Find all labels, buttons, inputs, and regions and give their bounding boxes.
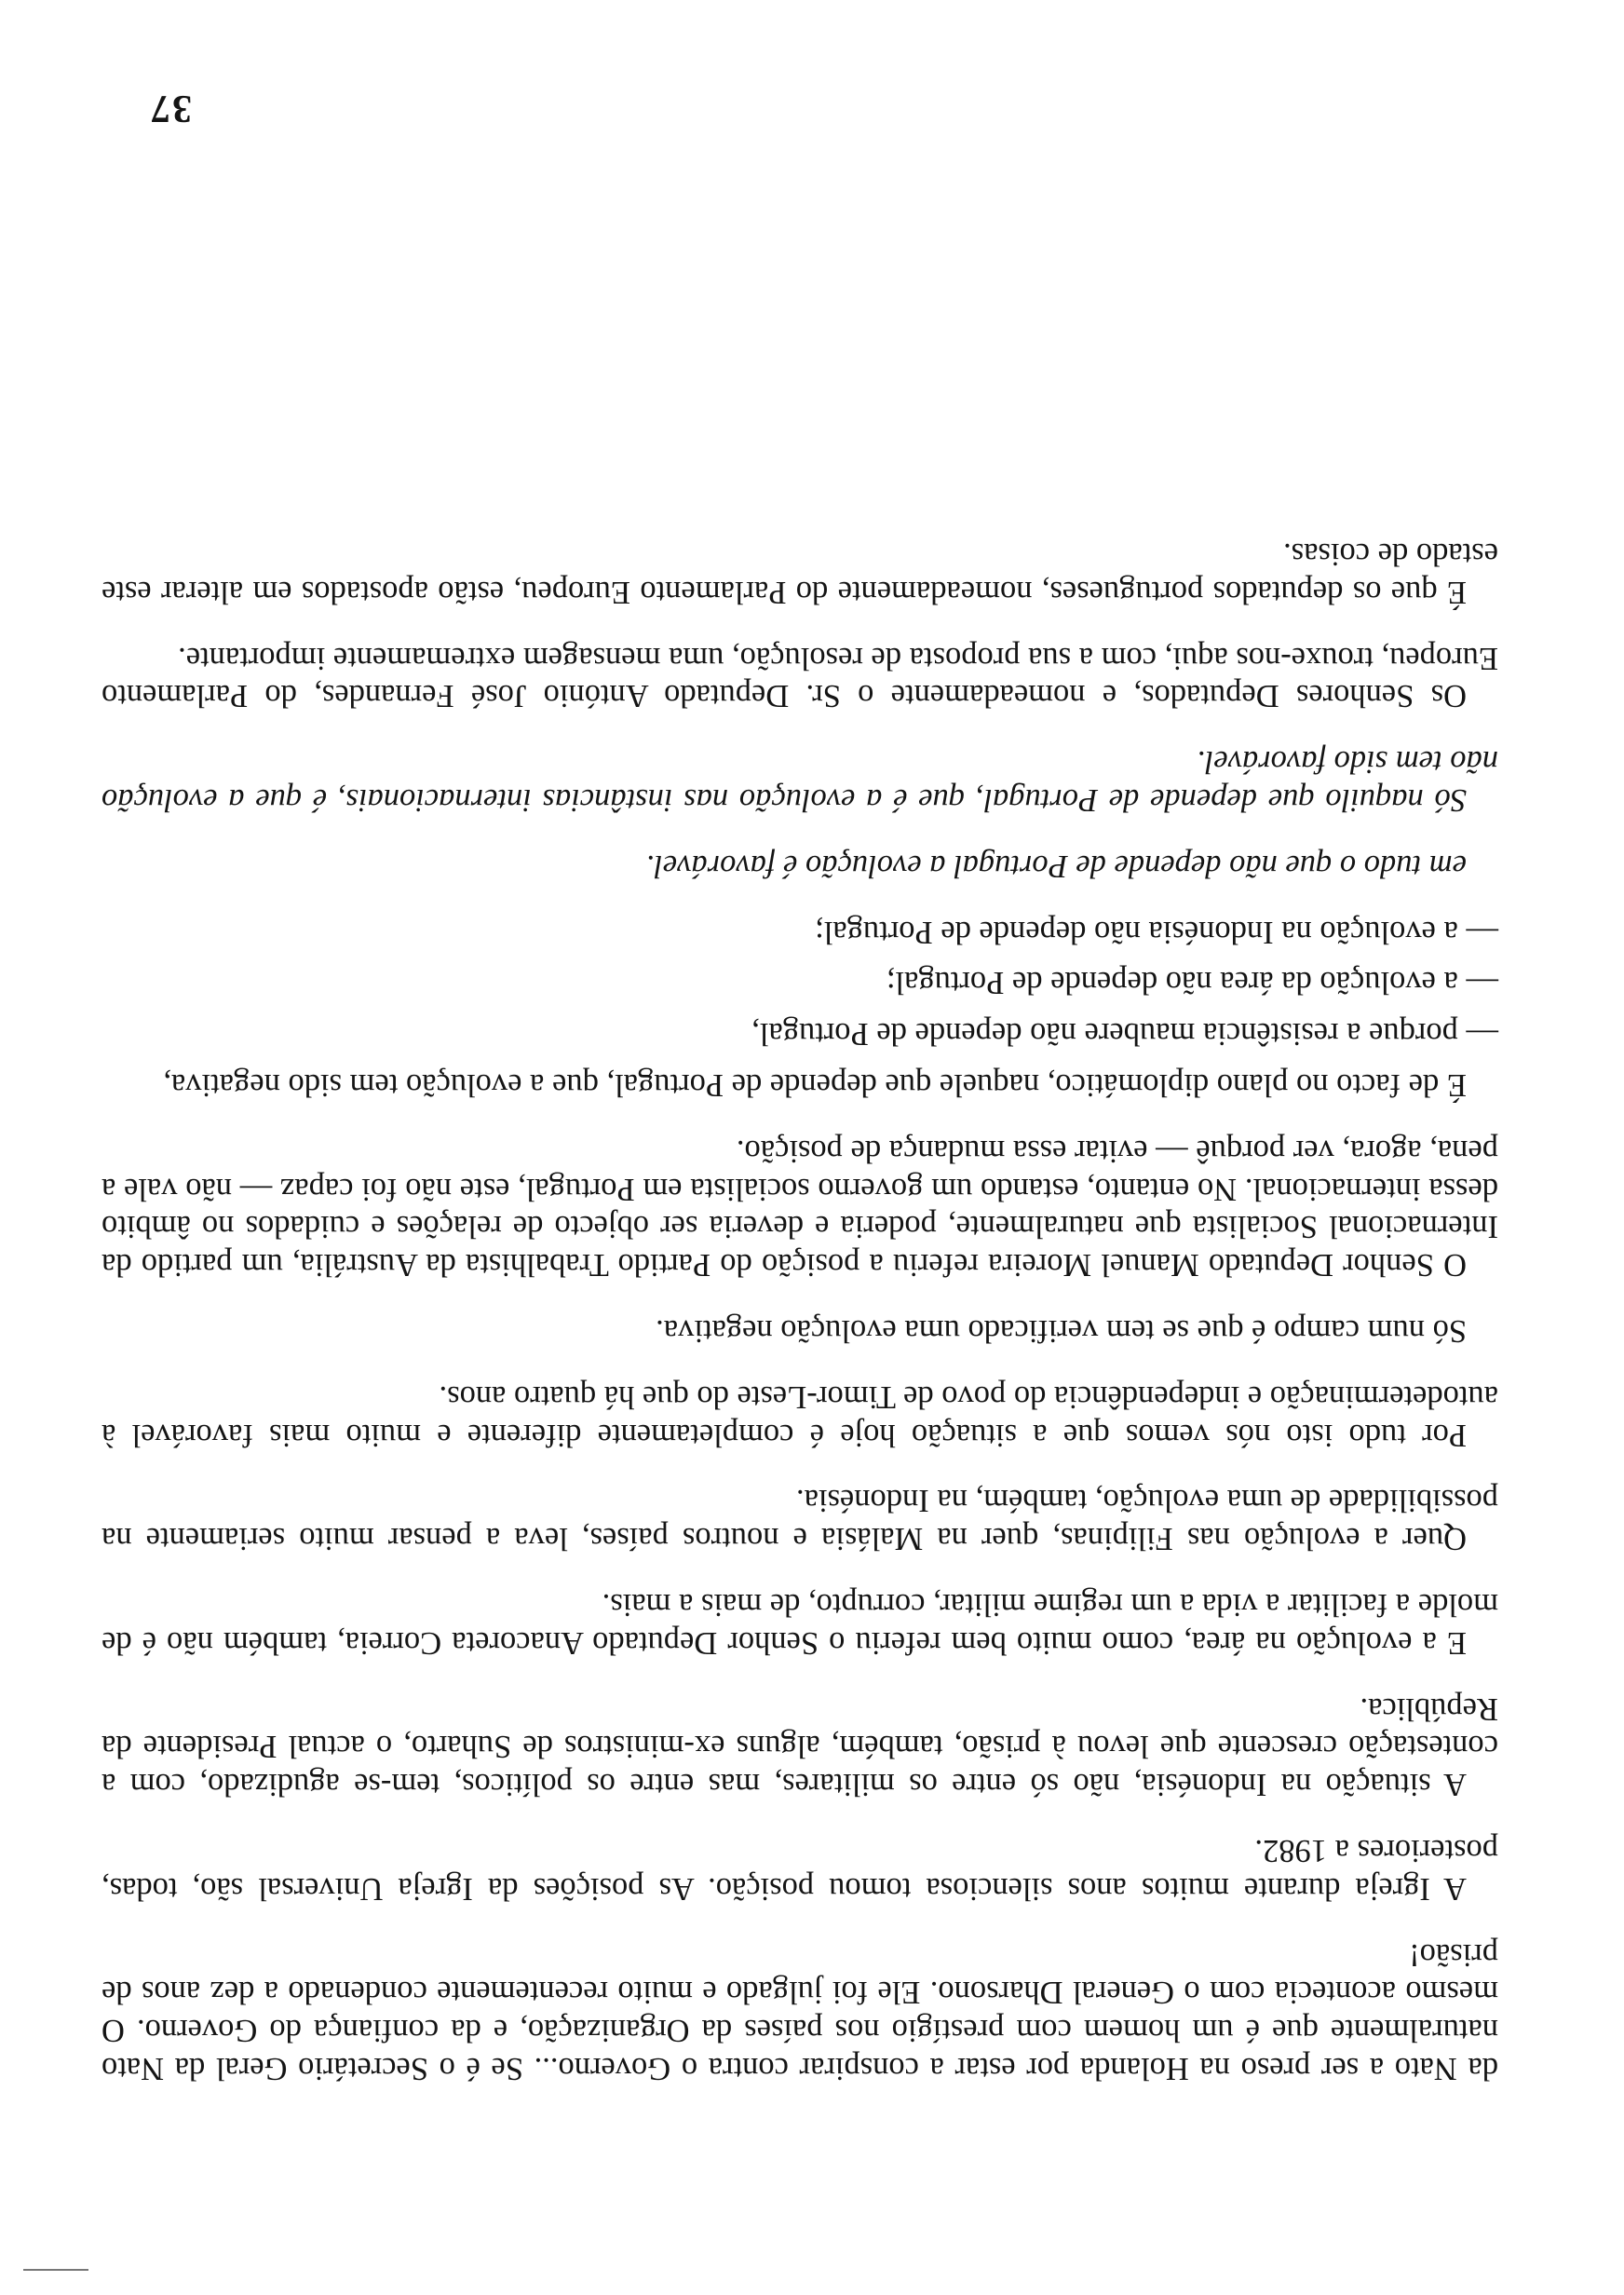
paragraph: Quer a evolução nas Filipinas, quer na Malásia e noutros países, leva a pensar muito seriamente na possibilidade de uma evolução, também, na Indonésia. [102,1483,1498,1557]
paragraph: Só num campo é que se tem verificado uma evolução negativa. [656,1313,1467,1350]
list-item: — a evolução na Indonésia não depende de Portugal; [815,914,1498,950]
scan-edge-line [23,2269,88,2271]
paragraph: A Igreja durante muitos anos silenciosa tomou posição. As posições da Igreja Universal são, todas, posteriores a 1982. [102,1833,1498,1907]
paragraph: da Nato a ser preso na Holanda por estar a conspirar contra o Governo... Se é o Secretário Geral da Nato naturalmente que é um homem com prestígio nos países da Organização, e da confiança do Governo. O mesmo acontecia com o General Dharsono. Ele foi julgado e muito recentemente condenado a dez anos de prisão! [102,1936,1498,2086]
list-item: — a evolução da área não depende de Portugal; [886,965,1498,1001]
paragraph: E a evolução na área, como muito bem referiu o Senhor Deputado Anacoreta Correia, também não é de molde a facilitar a vida a um regime militar, corrupto, de mais a mais. [102,1587,1498,1661]
paragraph: Só naquilo que depende de Portugal, que é a evolução nas instâncias internacionais, é que a evolução não tem sido favorável. [102,744,1498,819]
paragraph: O Senhor Deputado Manuel Moreira referiu a posição do Partido Trabalhista da Austrália, um partido da Internacional Socialista que naturalmente, poderia e deveria ser objecto de relações e cuidados no âmbito dessa internacional. No entanto, estando um governo socialista em Portugal, este não foi capaz — não vale a pena, agora, ver porquê — evitar essa mudança de posição. [102,1133,1498,1283]
paragraph: em tudo o que não depende de Portugal a evolução é favorável. [645,848,1467,884]
paragraph: É de facto no plano diplomático, naquele que depende de Portugal, que a evolução tem sido negativa, [163,1067,1467,1104]
body-text [102,535,1498,2087]
page-number: 37 [149,87,192,129]
paragraph: Os Senhores Deputados, e nomeadamente o Sr. Deputado António José Fernandes, do Parlamento Europeu, trouxe-nos aqui, com a sua proposta de resolução, uma mensagem extremamente importante. [102,640,1498,714]
paragraph: É que os deputados portugueses, nomeadamente do Parlamento Europeu, estão apostados em alterar este estado de coisas. [102,536,1498,610]
paragraph: Por tudo isto nós vemos que a situação hoje é completamente diferente e muito mais favorável à autodeterminação e independência do povo de Timor-Leste do que há quatro anos. [102,1378,1498,1453]
paragraph: A situação na Indonésia, não só entre os militares, mas entre os políticos, tem-se agudizado, com a contestação crescente que levou à prisão, também, alguns ex-ministros de Suharto, o actual Presidente da República. [102,1691,1498,1803]
list-item: — porque a resistência maubere não depende de Portugal, [751,1016,1498,1052]
